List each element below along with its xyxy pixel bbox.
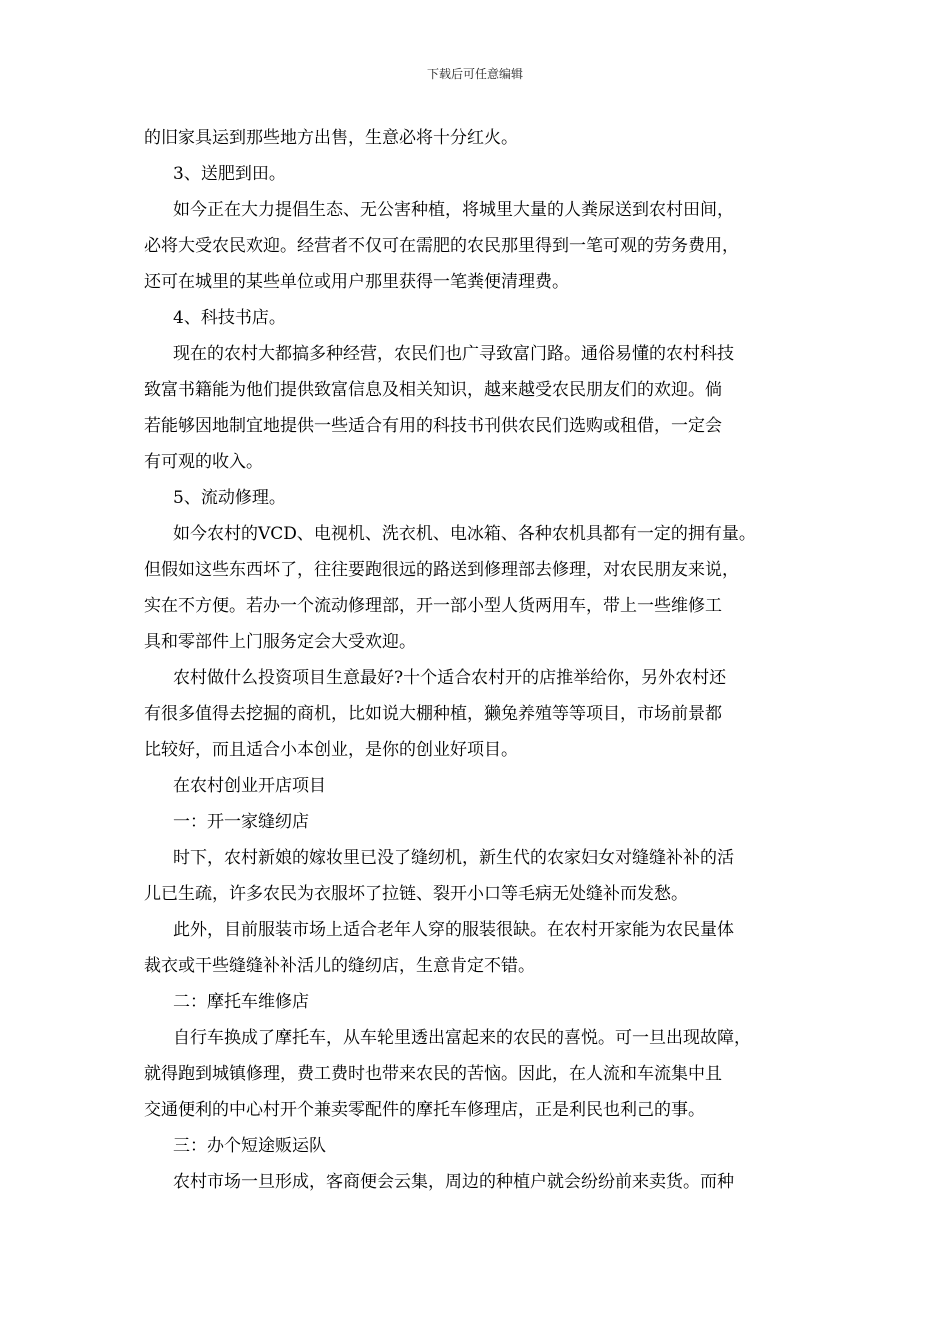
body-line: 如今农村的VCD、电视机、洗衣机、电冰箱、各种农机具都有一定的拥有量。 (173, 524, 756, 544)
body-line: 裁衣或干些缝缝补补活儿的缝纫店，生意肯定不错。 (144, 956, 535, 976)
body-line: 具和零部件上门服务定会大受欢迎。 (144, 632, 416, 652)
body-line: 若能够因地制宜地提供一些适合有用的科技书刊供农民们选购或租借，一定会 (144, 416, 722, 436)
body-line: 必将大受农民欢迎。经营者不仅可在需肥的农民那里得到一笔可观的劳务费用， (144, 236, 739, 256)
body-line: 有很多值得去挖掘的商机，比如说大棚种植，獭兔养殖等等项目，市场前景都 (144, 704, 722, 724)
body-line: 在农村创业开店项目 (173, 776, 326, 796)
body-line: 但假如这些东西坏了，往往要跑很远的路送到修理部去修理，对农民朋友来说， (144, 560, 739, 580)
page-header: 下载后可任意编辑 (426, 67, 523, 81)
body-line: 比较好，而且适合小本创业，是你的创业好项目。 (144, 740, 518, 760)
body-line: 实在不方便。若办一个流动修理部，开一部小型人货两用车，带上一些维修工 (144, 596, 722, 616)
body-line: 时下，农村新娘的嫁妆里已没了缝纫机，新生代的农家妇女对缝缝补补的活 (173, 848, 734, 868)
body-line: 二：摩托车维修店 (173, 992, 309, 1012)
body-line: 交通便利的中心村开个兼卖零配件的摩托车修理店，正是利民也利己的事。 (144, 1100, 705, 1120)
body-line: 3、送肥到田。 (173, 164, 286, 184)
body-line: 儿已生疏，许多农民为衣服坏了拉链、裂开小口等毛病无处缝补而发愁。 (144, 884, 688, 904)
body-line: 4、科技书店。 (173, 308, 286, 328)
body-line: 如今正在大力提倡生态、无公害种植，将城里大量的人粪尿送到农村田间， (173, 200, 734, 220)
body-line: 农村市场一旦形成，客商便会云集，周边的种植户就会纷纷前来卖货。而种 (173, 1172, 734, 1192)
body-line: 的旧家具运到那些地方出售，生意必将十分红火。 (144, 128, 518, 148)
body-line: 现在的农村大都搞多种经营，农民们也广寻致富门路。通俗易懂的农村科技 (173, 344, 734, 364)
body-line: 农村做什么投资项目生意最好?十个适合农村开的店推举给你，另外农村还 (173, 668, 727, 688)
body-line: 此外，目前服装市场上适合老年人穿的服装很缺。在农村开家能为农民量体 (173, 920, 734, 940)
document-body (144, 120, 814, 1200)
body-line: 还可在城里的某些单位或用户那里获得一笔粪便清理费。 (144, 272, 569, 292)
body-line: 5、流动修理。 (173, 488, 286, 508)
body-line: 三：办个短途贩运队 (173, 1136, 326, 1156)
body-line: 就得跑到城镇修理，费工费时也带来农民的苦恼。因此，在人流和车流集中且 (144, 1064, 722, 1084)
body-line: 一：开一家缝纫店 (173, 812, 309, 832)
body-line: 有可观的收入。 (144, 452, 263, 472)
body-line: 致富书籍能为他们提供致富信息及相关知识，越来越受农民朋友们的欢迎。倘 (144, 380, 722, 400)
body-line: 自行车换成了摩托车，从车轮里透出富起来的农民的喜悦。可一旦出现故障， (173, 1028, 751, 1048)
